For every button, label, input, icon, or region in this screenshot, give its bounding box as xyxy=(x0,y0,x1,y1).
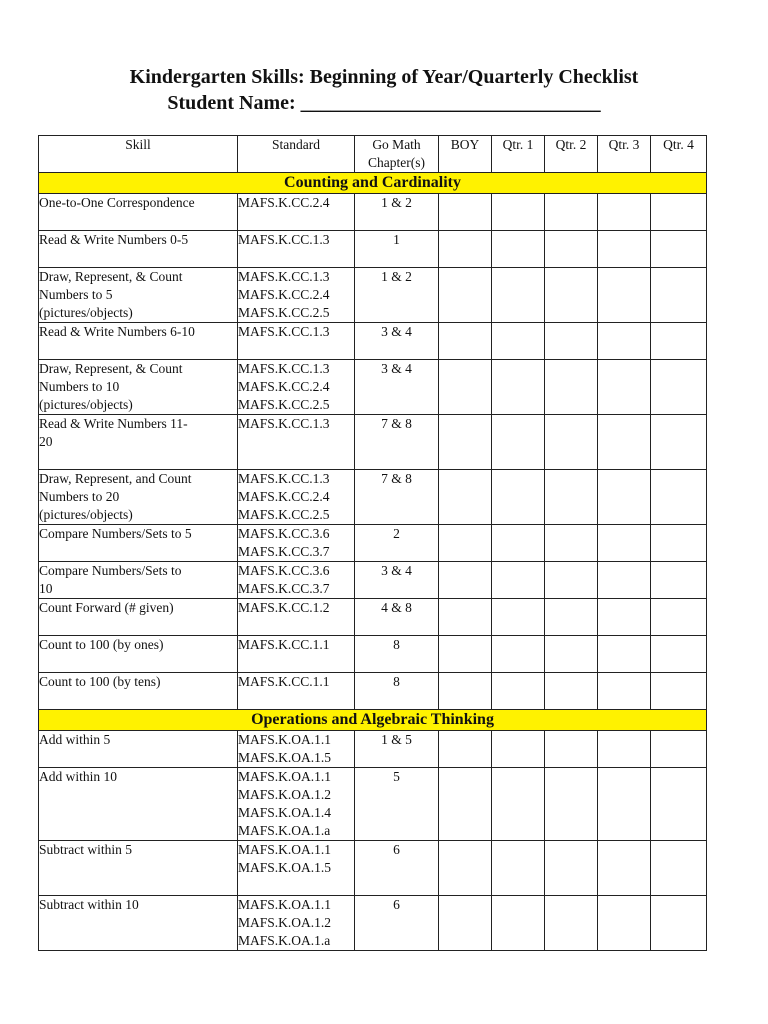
checkbox-cell-qtr2[interactable] xyxy=(545,599,598,636)
checkbox-cell-qtr2[interactable] xyxy=(545,360,598,415)
checkbox-cell-qtr3[interactable] xyxy=(598,673,651,710)
checkbox-cell-qtr3[interactable] xyxy=(598,599,651,636)
skill-text: Read & Write Numbers 11- xyxy=(39,416,188,431)
skill-cell xyxy=(39,673,238,710)
checkbox-cell-boy[interactable] xyxy=(439,360,492,415)
skill-row xyxy=(39,768,707,841)
standard-code: MAFS.K.OA.1.a xyxy=(238,823,331,838)
checkbox-cell-qtr1[interactable] xyxy=(492,599,545,636)
checkbox-cell-qtr1[interactable] xyxy=(492,562,545,599)
checkbox-cell-qtr1[interactable] xyxy=(492,323,545,360)
skill-text: Count Forward (# given) xyxy=(39,600,174,615)
checkbox-cell-qtr4[interactable] xyxy=(651,599,707,636)
skill-cell xyxy=(39,599,238,636)
standard-code: MAFS.K.OA.1.1 xyxy=(238,842,332,857)
checkbox-cell-qtr4[interactable] xyxy=(651,562,707,599)
standard-cell xyxy=(238,231,355,268)
checkbox-cell-qtr4[interactable] xyxy=(651,323,707,360)
standard-cell xyxy=(238,415,355,470)
checkbox-cell-qtr3[interactable] xyxy=(598,360,651,415)
checkbox-cell-qtr1[interactable] xyxy=(492,896,545,951)
skill-cell xyxy=(39,360,238,415)
section-header-row xyxy=(39,710,707,731)
checkbox-cell-qtr3[interactable] xyxy=(598,636,651,673)
checkbox-cell-qtr1[interactable] xyxy=(492,768,545,841)
checkbox-cell-boy[interactable] xyxy=(439,673,492,710)
chapter-cell: 1 & 5 xyxy=(355,731,439,768)
standard-cell xyxy=(238,896,355,951)
skill-text: Numbers to 20 xyxy=(39,489,120,504)
skill-cell xyxy=(39,731,238,768)
standard-code: MAFS.K.OA.1.1 xyxy=(238,769,332,784)
chapter-cell: 7 & 8 xyxy=(355,470,439,525)
skill-text: Add within 5 xyxy=(39,732,111,747)
checkbox-cell-qtr3[interactable] xyxy=(598,194,651,231)
skill-row xyxy=(39,470,707,525)
checkbox-cell-qtr2[interactable] xyxy=(545,896,598,951)
section-header-row xyxy=(39,173,707,194)
skill-cell xyxy=(39,194,238,231)
checkbox-cell-qtr3[interactable] xyxy=(598,768,651,841)
standard-code: MAFS.K.OA.1.1 xyxy=(238,897,332,912)
checkbox-cell-qtr3[interactable] xyxy=(598,323,651,360)
skill-text: Draw, Represent, & Count xyxy=(39,361,183,376)
skill-cell xyxy=(39,896,238,951)
skill-cell xyxy=(39,268,238,323)
skill-cell xyxy=(39,562,238,599)
checkbox-cell-qtr4[interactable] xyxy=(651,768,707,841)
skill-text: Subtract within 5 xyxy=(39,842,132,857)
column-header-qtr4: Qtr. 4 xyxy=(651,136,707,173)
checkbox-cell-qtr3[interactable] xyxy=(598,562,651,599)
chapter-cell: 3 & 4 xyxy=(355,562,439,599)
checkbox-cell-boy[interactable] xyxy=(439,268,492,323)
checklist-title: Kindergarten Skills: Beginning of Year/Quarterly Checklist xyxy=(129,66,639,88)
checkbox-cell-qtr3[interactable] xyxy=(598,731,651,768)
checkbox-cell-boy[interactable] xyxy=(439,194,492,231)
checkbox-cell-qtr1[interactable] xyxy=(492,470,545,525)
checkbox-cell-qtr3[interactable] xyxy=(598,896,651,951)
checkbox-cell-qtr2[interactable] xyxy=(545,323,598,360)
standard-code: MAFS.K.CC.3.7 xyxy=(238,544,330,559)
checkbox-cell-qtr4[interactable] xyxy=(651,360,707,415)
chapter-cell: 3 & 4 xyxy=(355,323,439,360)
skill-text: Numbers to 5 xyxy=(39,287,113,302)
skill-text: Numbers to 10 xyxy=(39,379,120,394)
skill-row xyxy=(39,194,707,231)
skill-cell xyxy=(39,636,238,673)
column-header-qtr2: Qtr. 2 xyxy=(545,136,598,173)
standard-cell xyxy=(238,731,355,768)
checkbox-cell-qtr4[interactable] xyxy=(651,673,707,710)
skill-row xyxy=(39,323,707,360)
column-header-qtr1: Qtr. 1 xyxy=(492,136,545,173)
standard-cell xyxy=(238,268,355,323)
checkbox-cell-qtr4[interactable] xyxy=(651,268,707,323)
standard-code: MAFS.K.CC.1.3 xyxy=(238,361,330,376)
skill-row xyxy=(39,360,707,415)
skill-text: 10 xyxy=(39,581,53,596)
skill-text: Draw, Represent, and Count xyxy=(39,471,192,486)
checkbox-cell-qtr2[interactable] xyxy=(545,525,598,562)
checkbox-cell-qtr4[interactable] xyxy=(651,194,707,231)
checkbox-cell-boy[interactable] xyxy=(439,841,492,896)
skill-text: Compare Numbers/Sets to 5 xyxy=(39,526,192,541)
chapter-cell: 8 xyxy=(355,673,439,710)
standard-cell xyxy=(238,360,355,415)
checkbox-cell-qtr3[interactable] xyxy=(598,268,651,323)
checkbox-cell-qtr2[interactable] xyxy=(545,231,598,268)
checkbox-cell-boy[interactable] xyxy=(439,636,492,673)
chapter-cell: 6 xyxy=(355,896,439,951)
standard-code: MAFS.K.CC.1.1 xyxy=(238,637,330,652)
standard-code: MAFS.K.CC.3.7 xyxy=(238,581,330,596)
skill-row xyxy=(39,268,707,323)
checkbox-cell-boy[interactable] xyxy=(439,731,492,768)
standard-cell xyxy=(238,525,355,562)
standard-code: MAFS.K.CC.1.3 xyxy=(238,471,330,486)
chapter-cell: 8 xyxy=(355,636,439,673)
standard-code: MAFS.K.CC.2.4 xyxy=(238,287,330,302)
checkbox-cell-boy[interactable] xyxy=(439,415,492,470)
skill-text: (pictures/objects) xyxy=(39,397,133,412)
standard-code: MAFS.K.OA.1.5 xyxy=(238,860,332,875)
checkbox-cell-qtr1[interactable] xyxy=(492,841,545,896)
student-name-blank: ______________________________ xyxy=(300,92,601,114)
column-header-boy: BOY xyxy=(439,136,492,173)
skill-text: One-to-One Correspondence xyxy=(39,195,195,210)
checkbox-cell-boy[interactable] xyxy=(439,562,492,599)
checkbox-cell-qtr4[interactable] xyxy=(651,731,707,768)
standard-code: MAFS.K.CC.1.3 xyxy=(238,232,330,247)
checkbox-cell-qtr2[interactable] xyxy=(545,768,598,841)
standard-code: MAFS.K.CC.1.3 xyxy=(238,324,330,339)
standard-code: MAFS.K.CC.1.2 xyxy=(238,600,330,615)
checkbox-cell-qtr3[interactable] xyxy=(598,525,651,562)
column-header-skill: Skill xyxy=(39,136,238,173)
skill-row xyxy=(39,636,707,673)
checkbox-cell-boy[interactable] xyxy=(439,231,492,268)
checkbox-cell-qtr1[interactable] xyxy=(492,673,545,710)
standard-cell xyxy=(238,636,355,673)
chapter-cell: 6 xyxy=(355,841,439,896)
chapter-cell: 4 & 8 xyxy=(355,599,439,636)
standard-code: MAFS.K.CC.2.5 xyxy=(238,305,330,320)
standard-code: MAFS.K.OA.1.2 xyxy=(238,787,332,802)
standard-code: MAFS.K.OA.1.2 xyxy=(238,915,332,930)
checkbox-cell-qtr1[interactable] xyxy=(492,731,545,768)
skill-cell xyxy=(39,415,238,470)
standard-code: MAFS.K.CC.3.6 xyxy=(238,526,330,541)
skill-cell xyxy=(39,470,238,525)
checkbox-cell-qtr2[interactable] xyxy=(545,415,598,470)
checkbox-cell-qtr4[interactable] xyxy=(651,231,707,268)
checkbox-cell-qtr4[interactable] xyxy=(651,415,707,470)
header-row xyxy=(39,136,707,173)
section-title: Counting and Cardinality xyxy=(39,173,707,194)
skill-row xyxy=(39,731,707,768)
checkbox-cell-qtr2[interactable] xyxy=(545,673,598,710)
checkbox-cell-qtr1[interactable] xyxy=(492,636,545,673)
skill-row xyxy=(39,415,707,470)
skill-cell xyxy=(39,231,238,268)
standard-cell xyxy=(238,470,355,525)
checkbox-cell-boy[interactable] xyxy=(439,896,492,951)
checkbox-cell-boy[interactable] xyxy=(439,599,492,636)
chapter-cell: 1 & 2 xyxy=(355,194,439,231)
skill-text: (pictures/objects) xyxy=(39,507,133,522)
checkbox-cell-qtr2[interactable] xyxy=(545,562,598,599)
skill-cell xyxy=(39,525,238,562)
standard-code: MAFS.K.CC.2.4 xyxy=(238,379,330,394)
skill-text: Count to 100 (by tens) xyxy=(39,674,161,689)
checkbox-cell-qtr2[interactable] xyxy=(545,268,598,323)
section-title: Operations and Algebraic Thinking xyxy=(39,710,707,731)
student-name-line xyxy=(0,90,768,116)
skill-cell xyxy=(39,768,238,841)
chapter-cell: 1 & 2 xyxy=(355,268,439,323)
standard-code: MAFS.K.CC.2.4 xyxy=(238,195,330,210)
standard-cell xyxy=(238,768,355,841)
skill-text: Add within 10 xyxy=(39,769,118,784)
standard-code: MAFS.K.OA.1.5 xyxy=(238,750,332,765)
column-header-qtr3: Qtr. 3 xyxy=(598,136,651,173)
standard-code: MAFS.K.OA.1.1 xyxy=(238,732,332,747)
skill-text: 20 xyxy=(39,434,53,449)
standard-cell xyxy=(238,194,355,231)
checkbox-cell-qtr3[interactable] xyxy=(598,470,651,525)
standard-cell xyxy=(238,841,355,896)
checkbox-cell-qtr1[interactable] xyxy=(492,415,545,470)
skill-text: Compare Numbers/Sets to xyxy=(39,563,182,578)
chapter-cell: 2 xyxy=(355,525,439,562)
skill-row xyxy=(39,525,707,562)
standard-code: MAFS.K.CC.1.3 xyxy=(238,269,330,284)
checkbox-cell-qtr4[interactable] xyxy=(651,470,707,525)
standard-code: MAFS.K.CC.1.1 xyxy=(238,674,330,689)
checkbox-cell-qtr4[interactable] xyxy=(651,896,707,951)
skill-cell xyxy=(39,323,238,360)
page-title xyxy=(0,64,768,116)
chapter-cell: 7 & 8 xyxy=(355,415,439,470)
skill-row xyxy=(39,673,707,710)
checkbox-cell-qtr2[interactable] xyxy=(545,194,598,231)
standard-cell xyxy=(238,673,355,710)
skill-text: Read & Write Numbers 6-10 xyxy=(39,324,195,339)
skill-row xyxy=(39,562,707,599)
skill-text: Subtract within 10 xyxy=(39,897,139,912)
skill-text: Read & Write Numbers 0-5 xyxy=(39,232,189,247)
standard-code: MAFS.K.CC.2.5 xyxy=(238,397,330,412)
skill-row xyxy=(39,896,707,951)
skills-checklist-table xyxy=(38,135,707,951)
checkbox-cell-qtr4[interactable] xyxy=(651,636,707,673)
table-body xyxy=(39,173,707,951)
checkbox-cell-boy[interactable] xyxy=(439,525,492,562)
skill-row xyxy=(39,231,707,268)
chapter-cell: 1 xyxy=(355,231,439,268)
checkbox-cell-qtr4[interactable] xyxy=(651,841,707,896)
standard-code: MAFS.K.CC.1.3 xyxy=(238,416,330,431)
standard-cell xyxy=(238,599,355,636)
checkbox-cell-boy[interactable] xyxy=(439,470,492,525)
skill-row xyxy=(39,599,707,636)
skill-text: (pictures/objects) xyxy=(39,305,133,320)
standard-code: MAFS.K.CC.2.4 xyxy=(238,489,330,504)
standard-code: MAFS.K.CC.3.6 xyxy=(238,563,330,578)
standard-cell xyxy=(238,323,355,360)
chapter-cell: 5 xyxy=(355,768,439,841)
column-header-chapters: Go Math Chapter(s) xyxy=(355,136,439,173)
checkbox-cell-qtr1[interactable] xyxy=(492,268,545,323)
standard-code: MAFS.K.OA.1.4 xyxy=(238,805,332,820)
checkbox-cell-boy[interactable] xyxy=(439,768,492,841)
checkbox-cell-qtr3[interactable] xyxy=(598,841,651,896)
skill-cell xyxy=(39,841,238,896)
checkbox-cell-qtr2[interactable] xyxy=(545,841,598,896)
checkbox-cell-qtr1[interactable] xyxy=(492,525,545,562)
checkbox-cell-boy[interactable] xyxy=(439,323,492,360)
skill-row xyxy=(39,841,707,896)
checkbox-cell-qtr2[interactable] xyxy=(545,636,598,673)
standard-code: MAFS.K.OA.1.a xyxy=(238,933,331,948)
student-name-label: Student Name: xyxy=(167,92,296,114)
checkbox-cell-qtr3[interactable] xyxy=(598,231,651,268)
checkbox-cell-qtr4[interactable] xyxy=(651,525,707,562)
checkbox-cell-qtr2[interactable] xyxy=(545,470,598,525)
checkbox-cell-qtr1[interactable] xyxy=(492,231,545,268)
column-header-standard: Standard xyxy=(238,136,355,173)
standard-cell xyxy=(238,562,355,599)
checkbox-cell-qtr1[interactable] xyxy=(492,194,545,231)
skill-text: Draw, Represent, & Count xyxy=(39,269,183,284)
standard-code: MAFS.K.CC.2.5 xyxy=(238,507,330,522)
checkbox-cell-qtr3[interactable] xyxy=(598,415,651,470)
checkbox-cell-qtr2[interactable] xyxy=(545,731,598,768)
chapter-cell: 3 & 4 xyxy=(355,360,439,415)
skill-text: Count to 100 (by ones) xyxy=(39,637,164,652)
checkbox-cell-qtr1[interactable] xyxy=(492,360,545,415)
